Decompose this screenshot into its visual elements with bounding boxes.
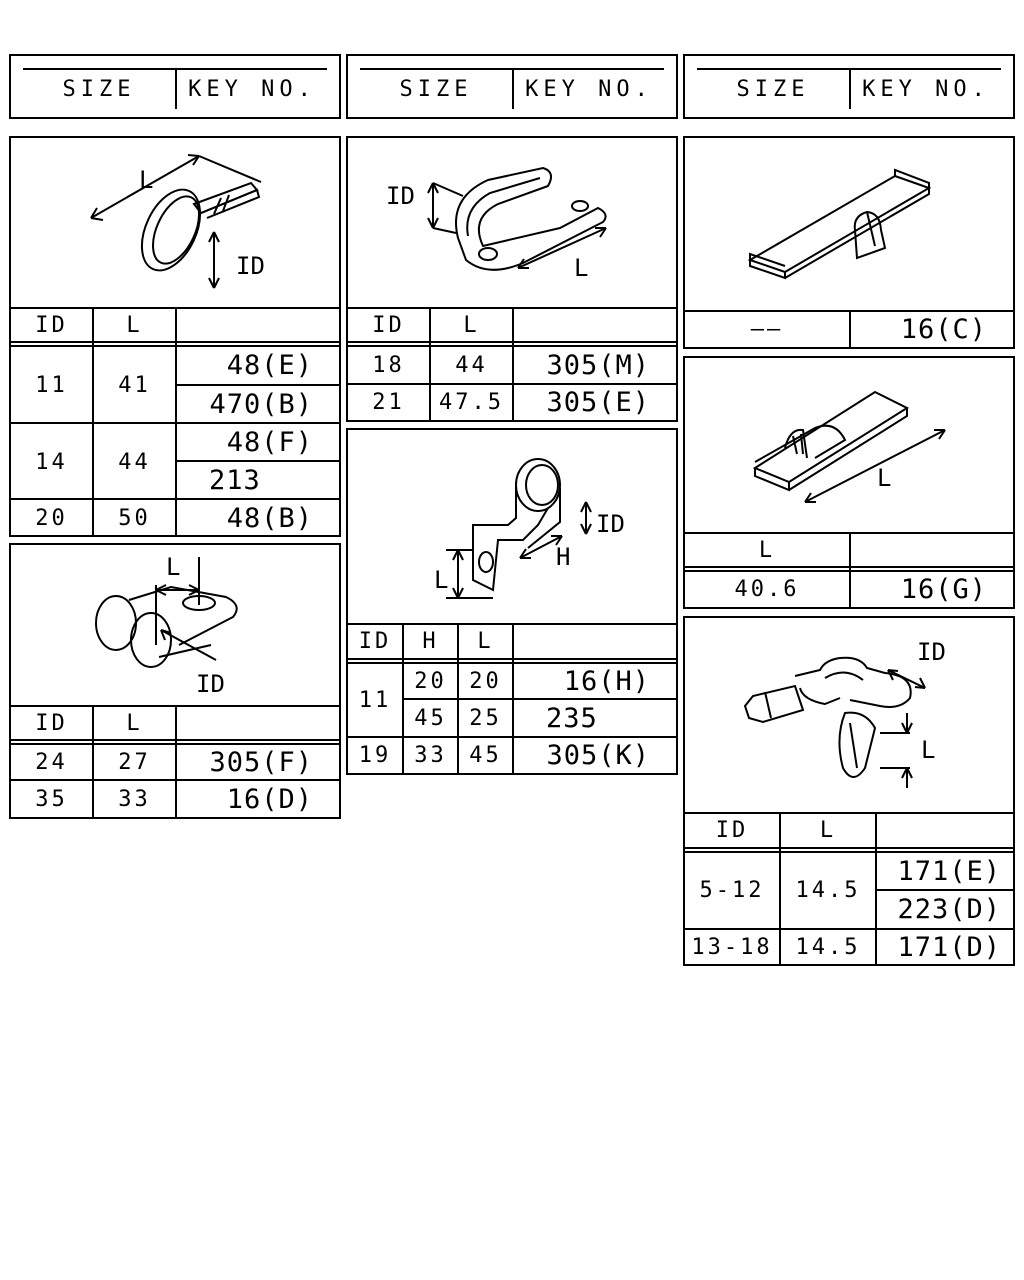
clamp-barrel-1 — [96, 596, 136, 650]
ring-outer — [130, 180, 212, 279]
header-box-1 — [9, 54, 341, 119]
ring-id-label: ID — [236, 252, 265, 280]
cell-l: 50 — [118, 505, 151, 531]
col-header-l: L — [758, 537, 776, 563]
cell-id: 13-18 — [691, 934, 773, 960]
cell-key: 48(B) — [226, 502, 313, 534]
cell-h: 45 — [414, 705, 447, 731]
cell-key: 171(D) — [897, 931, 1001, 963]
header-key-label: KEY NO. — [188, 77, 316, 102]
cell-key: 16(G) — [900, 574, 987, 605]
col-header-h: H — [422, 629, 439, 654]
ring-clamp-panel — [9, 136, 341, 537]
cell-key: 305(M) — [546, 349, 650, 381]
cell-l: 25 — [469, 705, 502, 731]
cell-key: 16(D) — [226, 783, 313, 815]
bracket-clamp-panel — [346, 428, 678, 775]
p-clamp-drawing — [348, 138, 678, 308]
col-header-l: L — [463, 312, 480, 338]
cell-key: 16(C) — [900, 314, 987, 345]
strap-plain-drawing — [685, 138, 1015, 312]
col-header-l: L — [126, 312, 143, 338]
header-key-label: KEY NO. — [862, 77, 990, 102]
header-size-label: SIZE — [697, 70, 851, 109]
header-box-3 — [683, 54, 1015, 119]
strap-clip-drawing — [685, 358, 1015, 532]
cell-key: 48(E) — [226, 350, 313, 381]
cell-l: 27 — [118, 749, 151, 775]
push-l-label: L — [921, 736, 936, 764]
header-key-label: KEY NO. — [525, 77, 653, 102]
cell-size: —— — [750, 317, 784, 342]
clip-strap-l-label: L — [877, 464, 892, 492]
col-header-id: ID — [715, 818, 749, 843]
bracket-loop — [516, 459, 560, 511]
ring-l-label: L — [139, 166, 154, 194]
col-header-id: ID — [35, 312, 68, 338]
cell-id: 20 — [35, 505, 68, 531]
cell-l: 44 — [455, 352, 488, 378]
cell-key: 171(E) — [897, 855, 1001, 887]
cell-l: 20 — [469, 668, 502, 694]
cell-l: 40.6 — [734, 577, 800, 602]
header-size-label: SIZE — [23, 70, 177, 109]
cell-l: 47.5 — [439, 390, 504, 415]
cell-h: 33 — [414, 743, 447, 768]
strap-top — [750, 176, 929, 272]
strap-clip-panel — [683, 356, 1015, 609]
cell-id: 24 — [35, 749, 68, 775]
cell-l: 45 — [469, 743, 502, 768]
clip-stud — [745, 686, 803, 722]
cell-id: 21 — [372, 390, 405, 415]
cell-key: 223(D) — [897, 894, 1001, 925]
cell-l: 44 — [118, 449, 151, 475]
cell-id: 14 — [35, 449, 68, 475]
cell-l: 33 — [118, 786, 151, 812]
bracket-clamp-drawing — [348, 430, 678, 624]
col-header-l: L — [477, 629, 494, 654]
cell-key: 16(H) — [563, 665, 650, 697]
cell-l: 14.5 — [795, 878, 861, 903]
col-header-l: L — [819, 818, 837, 843]
p-clamp-panel — [346, 136, 678, 422]
cell-id: 11 — [35, 372, 68, 398]
col-header-l: L — [126, 710, 143, 736]
strap-plain-panel — [683, 136, 1015, 349]
cell-id: 18 — [372, 352, 405, 378]
col-header-id: ID — [358, 629, 392, 654]
header-box-2 — [346, 54, 678, 119]
cell-key: 305(E) — [546, 387, 650, 418]
push-clip-panel — [683, 616, 1015, 966]
bracket-l-label: L — [434, 566, 449, 594]
cell-l: 41 — [118, 372, 151, 398]
double-l-label: L — [166, 553, 181, 581]
cell-key: 305(F) — [209, 746, 313, 778]
header-size-label: SIZE — [360, 70, 514, 109]
cell-id: 5-12 — [699, 878, 765, 903]
double-clamp-drawing — [11, 545, 341, 705]
p-l-label: L — [574, 254, 589, 282]
bracket-id-label: ID — [596, 510, 625, 538]
cell-l: 14.5 — [795, 934, 861, 960]
cell-key: 235 — [546, 702, 598, 734]
double-clamp-panel — [9, 543, 341, 819]
cell-h: 20 — [414, 668, 447, 694]
cell-id: 11 — [358, 687, 392, 713]
col-header-id: ID — [372, 312, 405, 338]
col-header-id: ID — [35, 710, 68, 736]
cell-id: 19 — [358, 743, 392, 768]
ring-clamp-drawing — [11, 138, 341, 308]
cell-key: 305(K) — [546, 740, 650, 771]
push-id-label: ID — [917, 638, 946, 666]
cell-id: 35 — [35, 786, 68, 812]
cell-key: 470(B) — [209, 389, 313, 420]
cell-key: 213 — [209, 465, 261, 496]
p-id-label: ID — [386, 182, 415, 210]
cell-key: 48(F) — [226, 427, 313, 458]
bracket-h-label: H — [556, 543, 571, 571]
double-id-label: ID — [196, 670, 225, 698]
push-clip-drawing — [685, 618, 1015, 812]
